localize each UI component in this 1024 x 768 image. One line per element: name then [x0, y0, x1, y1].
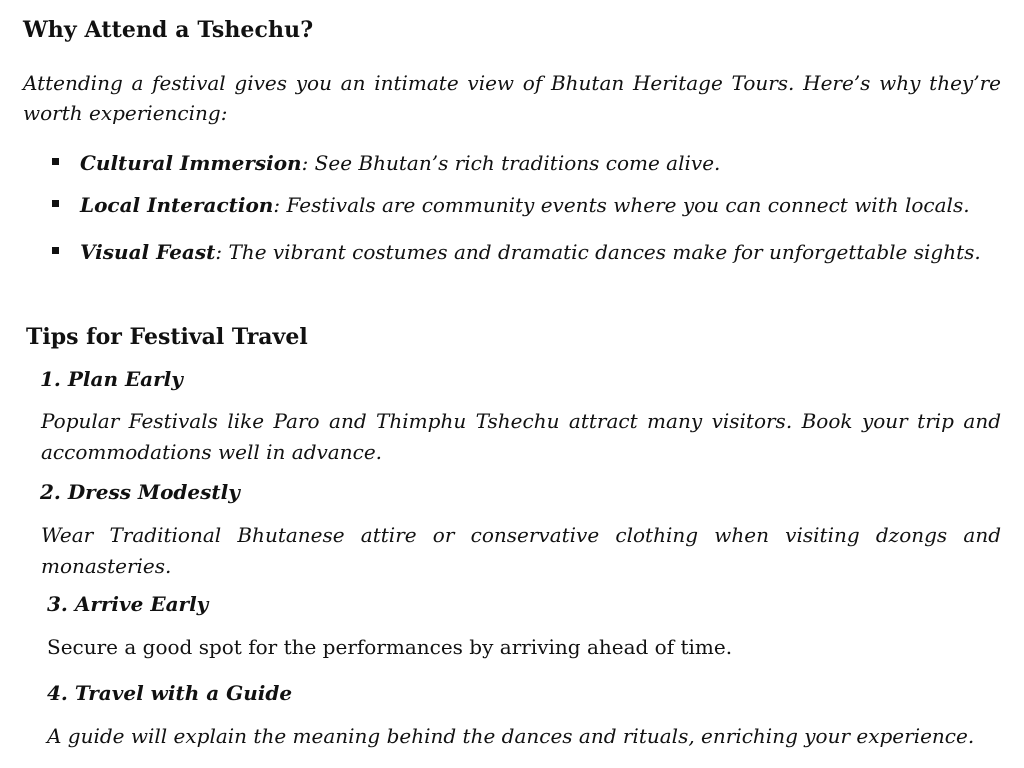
bullet-term: Local Interaction [80, 193, 274, 217]
tip-text-dress-modestly: Wear Traditional Bhutanese attire or conservative clothing when visiting dzongs and monasteries. [41, 523, 1001, 578]
bullet-text [80, 237, 1001, 268]
bullet-item-local-interaction [52, 190, 1001, 221]
tip-title-plan-early: 1. Plan Early [40, 367, 183, 391]
tip-text-travel-with-guide: A guide will explain the meaning behind the dances and rituals, enriching your experience. [47, 724, 975, 748]
tip-title-travel-with-guide: 4. Travel with a Guide [47, 681, 293, 705]
bullet-description: : Festivals are community events where you can connect with locals. [273, 193, 970, 217]
bullet-term: Visual Feast [80, 240, 216, 264]
section-heading-tips: Tips for Festival Travel [26, 324, 308, 350]
bullet-text [80, 190, 1001, 221]
bullet-term: Cultural Immersion [80, 151, 302, 175]
intro-paragraph: Attending a festival gives you an intimate view of Bhutan Heritage Tours. Here’s why they’re worth experiencing: [23, 71, 1001, 125]
bullet-item-visual-feast [52, 237, 1001, 268]
tip-text-arrive-early: Secure a good spot for the performances by arriving ahead of time. [47, 635, 733, 659]
bullet-description: : See Bhutan’s rich traditions come alive. [301, 151, 721, 175]
tip-title-arrive-early: 3. Arrive Early [47, 592, 209, 616]
bullet-description: : The vibrant costumes and dramatic dances make for unforgettable sights. [215, 240, 981, 264]
tip-title-dress-modestly: 2. Dress Modestly [40, 480, 240, 504]
tip-text-plan-early: Popular Festivals like Paro and Thimphu Tshechu attract many visitors. Book your trip and accommodations well in advance. [41, 409, 1001, 464]
section-heading-why-attend: Why Attend a Tshechu? [23, 17, 314, 43]
bullet-text [80, 148, 1001, 179]
bullet-item-cultural-immersion [52, 148, 1001, 179]
